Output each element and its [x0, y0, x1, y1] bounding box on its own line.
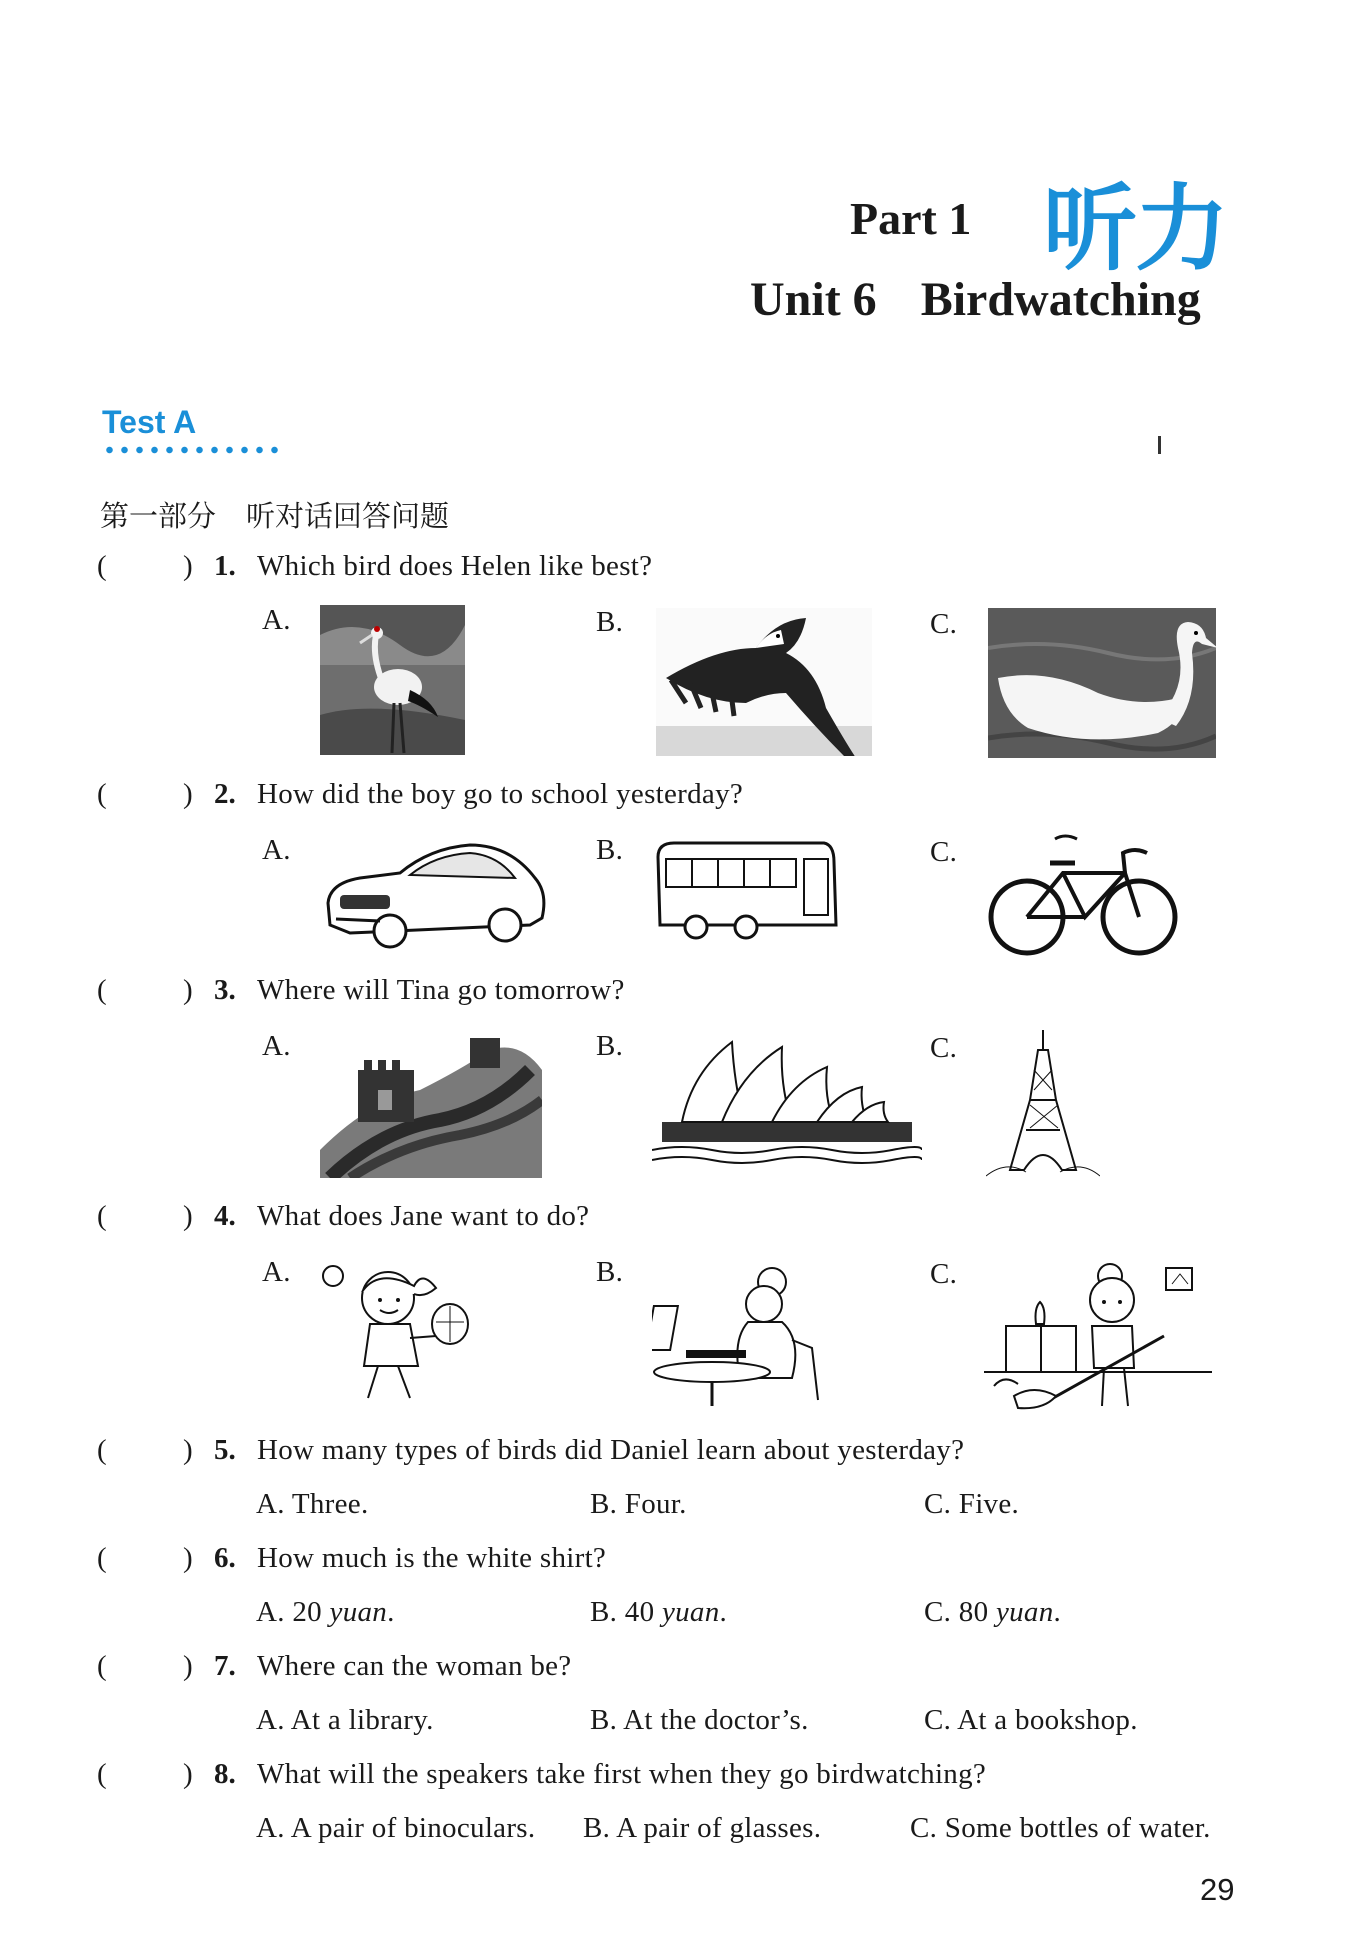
question-number: 5. [214, 1434, 236, 1466]
crane-picture [320, 605, 465, 755]
unit-number: Unit 6 [750, 273, 877, 326]
option-letter: A. [262, 1030, 291, 1062]
option-letter: C. [930, 1258, 958, 1290]
question-number: 4. [214, 1200, 236, 1232]
question-text: How did the boy go to school yesterday? [257, 778, 744, 810]
option-letter: B. [596, 1030, 624, 1062]
option-letter: A. [262, 834, 291, 866]
swan-picture [988, 608, 1216, 758]
eagle-picture [656, 608, 872, 756]
test-label: Test A [102, 404, 197, 440]
option-letter: A. [262, 604, 291, 636]
option-c: C. Some bottles of water. [910, 1812, 1211, 1844]
answer-paren-close: ) [183, 778, 193, 810]
answer-paren-open: ( [97, 1650, 107, 1682]
option-b: B. At the doctor’s. [590, 1704, 809, 1736]
answer-paren-open: ( [97, 778, 107, 810]
section-title [100, 494, 449, 535]
question-text: What does Jane want to do? [257, 1200, 590, 1232]
answer-paren-close: ) [183, 974, 193, 1006]
option-c: C. 80 yuan. [924, 1596, 1062, 1628]
page-number: 29 [1200, 1872, 1235, 1907]
question-text: How much is the white shirt? [257, 1542, 607, 1574]
section-part: 第一部分 [100, 499, 217, 533]
question-number: 1. [214, 550, 236, 582]
question-number: 3. [214, 974, 236, 1006]
option-letter: B. [596, 834, 624, 866]
answer-paren-close: ) [183, 1650, 193, 1682]
option-letter: B. [596, 1256, 624, 1288]
scan-mark [1158, 436, 1161, 454]
answer-paren-close: ) [183, 550, 193, 582]
car-picture [320, 833, 548, 951]
unit-name: Birdwatching [920, 273, 1201, 326]
option-letter: C. [930, 836, 958, 868]
answer-paren-open: ( [97, 550, 107, 582]
answer-paren-open: ( [97, 1542, 107, 1574]
option-letter: C. [930, 608, 958, 640]
answer-paren-close: ) [183, 1542, 193, 1574]
question-text: Which bird does Helen like best? [257, 550, 653, 582]
answer-paren-close: ) [183, 1434, 193, 1466]
question-number: 6. [214, 1542, 236, 1574]
option-letter: B. [596, 606, 624, 638]
question-text: How many types of birds did Daniel learn about yesterday? [257, 1434, 965, 1466]
answer-paren-open: ( [97, 974, 107, 1006]
dotted-underline [102, 446, 282, 454]
part-label: Part 1 [850, 193, 972, 244]
sydney-opera-house-picture [652, 1032, 922, 1172]
answer-paren-open: ( [97, 1434, 107, 1466]
answer-paren-open: ( [97, 1200, 107, 1232]
option-b: B. Four. [590, 1488, 687, 1520]
option-b: B. 40 yuan. [590, 1596, 728, 1628]
woman-using-laptop-picture [652, 1260, 842, 1410]
question-number: 8. [214, 1758, 236, 1790]
section-name: 听对话回答问题 [246, 499, 450, 533]
unit-title [750, 272, 1201, 327]
option-a: A. At a library. [256, 1704, 434, 1736]
option-a: A. Three. [256, 1488, 369, 1520]
bus-picture [654, 837, 838, 941]
answer-paren-close: ) [183, 1200, 193, 1232]
answer-paren-close: ) [183, 1758, 193, 1790]
option-c: C. At a bookshop. [924, 1704, 1138, 1736]
question-text: Where will Tina go tomorrow? [257, 974, 625, 1006]
question-number: 2. [214, 778, 236, 810]
option-a: A. 20 yuan. [256, 1596, 395, 1628]
question-text: What will the speakers take first when they go birdwatching? [257, 1758, 987, 1790]
option-b: B. A pair of glasses. [583, 1812, 822, 1844]
great-wall-picture [320, 1030, 542, 1178]
girl-playing-tennis-picture [318, 1258, 478, 1406]
option-c: C. Five. [924, 1488, 1020, 1520]
eiffel-tower-picture [986, 1030, 1100, 1180]
question-text: Where can the woman be? [257, 1650, 572, 1682]
option-a: A. A pair of binoculars. [256, 1812, 536, 1844]
question-number: 7. [214, 1650, 236, 1682]
bicycle-picture [985, 833, 1181, 957]
part-chinese-title: 听力 [1043, 175, 1228, 284]
option-letter: A. [262, 1256, 291, 1288]
option-letter: C. [930, 1032, 958, 1064]
girl-mopping-floor-picture [984, 1256, 1212, 1416]
answer-paren-open: ( [97, 1758, 107, 1790]
